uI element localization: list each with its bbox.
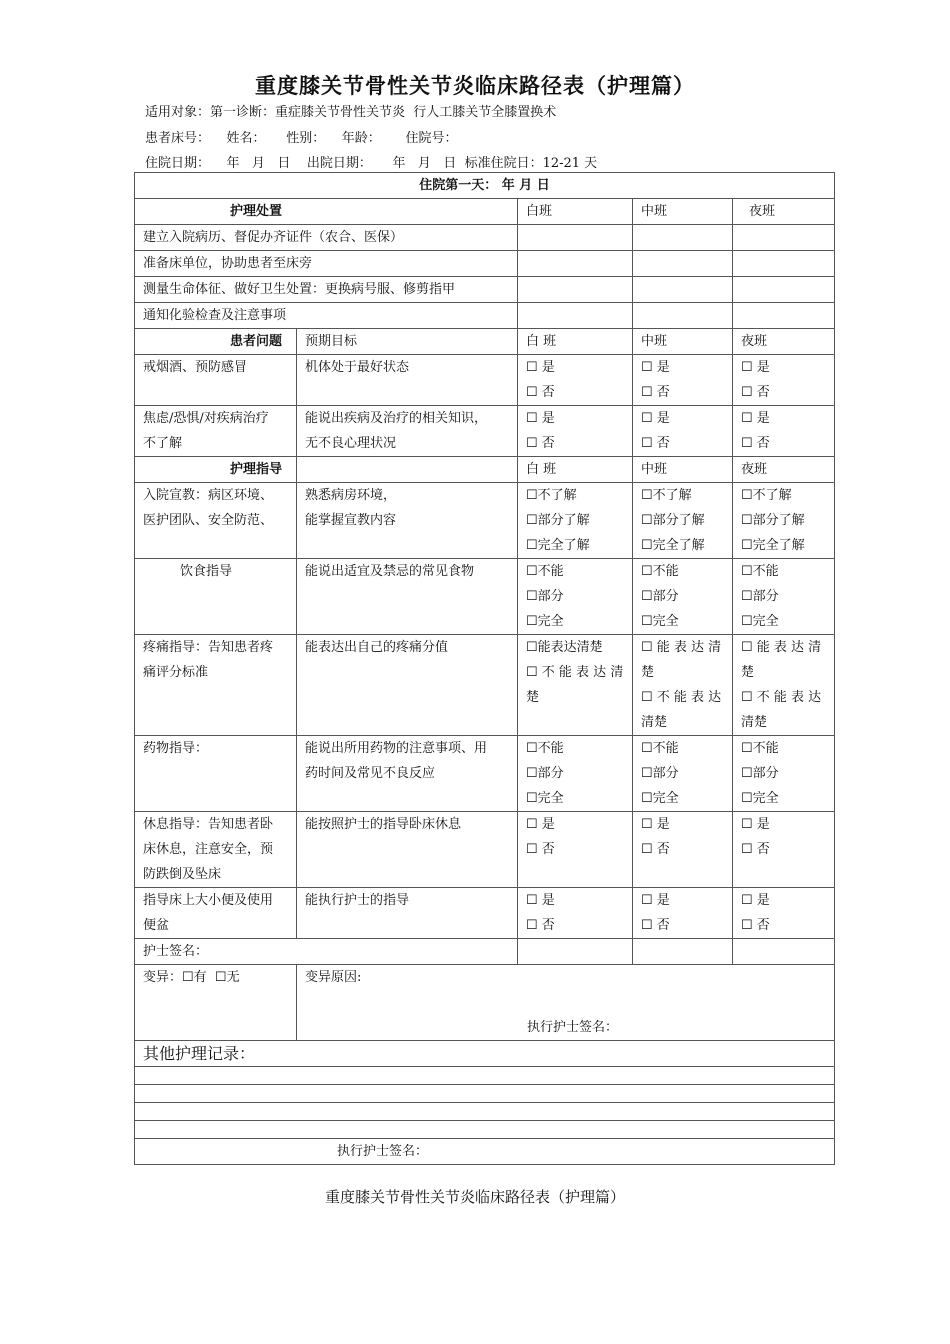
yes-checkbox[interactable]: ☐ 是 — [526, 817, 555, 832]
day-options[interactable] — [518, 559, 633, 635]
mid-options[interactable] — [633, 355, 733, 406]
mid-options[interactable] — [633, 635, 733, 736]
cannot-checkbox[interactable]: ☐不能 — [641, 564, 679, 579]
admission-dates-line: 住院日期： 年 月 日 出院日期： 年 月 日 标准住院日：12-21 天 — [145, 156, 598, 171]
goal-text: 能说出疾病及治疗的相关知识， — [305, 411, 488, 426]
cannot-express-checkbox[interactable]: ☐ 不 能 表 达 — [741, 690, 822, 705]
guidance-row-diet — [135, 559, 835, 635]
no-checkbox[interactable]: ☐ 否 — [741, 842, 770, 857]
night-options[interactable] — [733, 483, 835, 559]
night-options[interactable] — [733, 635, 835, 736]
cannot-checkbox[interactable]: ☐不能 — [641, 741, 679, 756]
partial-checkbox[interactable]: ☐部分 — [526, 589, 564, 604]
partly-understood-checkbox[interactable]: ☐部分了解 — [641, 513, 705, 528]
cannot-express-checkbox[interactable]: ☐ 不 能 表 达 清 — [526, 665, 624, 680]
goal-cell — [297, 483, 518, 559]
no-checkbox[interactable]: ☐ 否 — [741, 918, 770, 933]
page-footer: 重度膝关节骨性关节炎临床路径表（护理篇） — [324, 1188, 625, 1206]
variation-reason-label: 变异原因: — [305, 970, 362, 985]
day-options[interactable] — [518, 635, 633, 736]
partial-checkbox[interactable]: ☐部分 — [741, 766, 779, 781]
day-shift-cell[interactable] — [518, 303, 633, 329]
partly-understood-checkbox[interactable]: ☐部分了解 — [741, 513, 805, 528]
goal-cell — [297, 355, 518, 406]
shift-night-header: 夜班 — [733, 199, 835, 225]
care-actions-header: 护理处置 — [135, 199, 518, 225]
patient-info-line: 患者床号： 姓名： 性别： 年龄： 住院号： — [145, 131, 458, 146]
fully-understood-checkbox[interactable]: ☐完全了解 — [641, 538, 705, 553]
yes-checkbox[interactable]: ☐ 是 — [741, 893, 770, 908]
shift-mid-header: 中班 — [633, 199, 733, 225]
can-express-checkbox[interactable]: ☐ 能 表 达 清 — [641, 640, 722, 655]
option-text: 楚 — [641, 665, 655, 680]
mid-shift-cell[interactable] — [633, 277, 733, 303]
guidance-text: 医护团队、安全防范、 — [143, 513, 274, 528]
nurse-signature-row — [135, 939, 835, 965]
partial-checkbox[interactable]: ☐部分 — [641, 766, 679, 781]
mid-options[interactable] — [633, 736, 733, 812]
guidance-row-rest — [135, 812, 835, 888]
care-action-item: 建立入院病历、督促办齐证件（农合、医保） — [135, 225, 518, 251]
night-shift-cell[interactable] — [733, 277, 835, 303]
day-options[interactable] — [518, 483, 633, 559]
goal-text: 熟悉病房环境， — [305, 488, 397, 503]
cannot-checkbox[interactable]: ☐不能 — [741, 741, 779, 756]
option-text: 清楚 — [641, 715, 668, 730]
problem-cell — [135, 355, 297, 406]
goal-cell — [297, 635, 518, 736]
day-shift-cell[interactable] — [518, 225, 633, 251]
variation-cell[interactable] — [135, 965, 297, 1041]
care-action-row — [135, 225, 835, 251]
night-shift-cell[interactable] — [733, 225, 835, 251]
mid-options[interactable] — [633, 812, 733, 888]
cannot-checkbox[interactable]: ☐不能 — [526, 564, 564, 579]
guidance-text: 入院宣教：病区环境、 — [143, 488, 274, 503]
guidance-cell — [135, 483, 297, 559]
not-understood-checkbox[interactable]: ☐不了解 — [741, 488, 792, 503]
night-options[interactable] — [733, 736, 835, 812]
goal-text: 无不良心理状况 — [305, 436, 397, 451]
no-checkbox[interactable]: ☐ 否 — [641, 436, 670, 451]
day-options[interactable] — [518, 888, 633, 939]
record-line-cell[interactable] — [135, 1103, 835, 1121]
day-shift-cell[interactable] — [518, 277, 633, 303]
goal-text: 药时间及常见不良反应 — [305, 766, 436, 781]
yes-checkbox[interactable]: ☐ 是 — [526, 411, 555, 426]
goal-text: 能按照护士的指导卧床休息 — [305, 817, 462, 832]
care-action-item: 通知化验检查及注意事项 — [135, 303, 518, 329]
variation-checkboxes[interactable]: 变异：☐有 ☐无 — [143, 970, 240, 985]
night-options[interactable] — [733, 812, 835, 888]
night-signature-cell[interactable] — [733, 939, 835, 965]
goal-text: 能表达出自己的疼痛分值 — [305, 640, 449, 655]
mid-signature-cell[interactable] — [633, 939, 733, 965]
goal-text: 能执行护士的指导 — [305, 893, 410, 908]
record-signature-row — [135, 1139, 835, 1165]
goal-cell — [297, 559, 518, 635]
cannot-express-checkbox[interactable]: ☐ 不 能 表 达 — [641, 690, 722, 705]
night-shift-cell[interactable] — [733, 303, 835, 329]
problem-text: 戒烟酒、预防感冒 — [143, 360, 248, 375]
yes-checkbox[interactable]: ☐ 是 — [641, 817, 670, 832]
guidance-row-admission — [135, 483, 835, 559]
complete-checkbox[interactable]: ☐完全 — [741, 614, 779, 629]
shift-night-header: 夜班 — [733, 329, 835, 355]
goal-cell — [297, 406, 518, 457]
no-checkbox[interactable]: ☐ 否 — [641, 385, 670, 400]
record-line-cell[interactable] — [135, 1067, 835, 1085]
mid-options[interactable] — [633, 559, 733, 635]
shift-mid-header: 中班 — [633, 329, 733, 355]
bottom-signature-label: 执行护士签名： — [135, 1139, 835, 1165]
guidance-text: 指导床上大小便及使用 — [143, 893, 274, 908]
guidance-cell — [135, 736, 297, 812]
partial-checkbox[interactable]: ☐部分 — [526, 766, 564, 781]
shift-night-header: 夜班 — [733, 457, 835, 483]
guidance-row-toileting — [135, 888, 835, 939]
patient-problem-row — [135, 406, 835, 457]
care-action-item: 准备床单位，协助患者至床旁 — [135, 251, 518, 277]
record-line[interactable] — [135, 1067, 835, 1085]
yes-checkbox[interactable]: ☐ 是 — [741, 360, 770, 375]
other-records-header-row — [135, 1041, 835, 1067]
shift-day-header: 白 班 — [518, 329, 633, 355]
patient-problem-header-row — [135, 329, 835, 355]
guidance-text: 便盆 — [143, 918, 170, 933]
no-checkbox[interactable]: ☐ 否 — [741, 436, 770, 451]
guidance-text: 疼痛指导：告知患者疼 — [143, 640, 274, 655]
mid-shift-cell[interactable] — [633, 225, 733, 251]
guidance-text: 药物指导： — [143, 741, 209, 756]
goal-cell — [297, 888, 518, 939]
cannot-checkbox[interactable]: ☐不能 — [526, 741, 564, 756]
partial-checkbox[interactable]: ☐部分 — [741, 589, 779, 604]
care-action-row — [135, 277, 835, 303]
night-options[interactable] — [733, 406, 835, 457]
record-line[interactable] — [135, 1103, 835, 1121]
fully-understood-checkbox[interactable]: ☐完全了解 — [741, 538, 805, 553]
expected-goal-header: 预期目标 — [297, 329, 518, 355]
care-actions-header-row — [135, 199, 835, 225]
goal-text: 能说出所用药物的注意事项、用 — [305, 741, 488, 756]
guidance-cell — [135, 635, 297, 736]
applicable-subjects: 适用对象：第一诊断：重症膝关节骨性关节炎 行人工膝关节全膝置换术 — [145, 105, 557, 120]
yes-checkbox[interactable]: ☐ 是 — [641, 411, 670, 426]
guidance-text: 饮食指导 — [180, 564, 233, 579]
shift-mid-header: 中班 — [633, 457, 733, 483]
mid-options[interactable] — [633, 483, 733, 559]
yes-checkbox[interactable]: ☐ 是 — [526, 360, 555, 375]
can-express-checkbox[interactable]: ☐能表达清楚 — [526, 640, 603, 655]
day-title: 住院第一天： 年 月 日 — [135, 173, 835, 199]
record-line[interactable] — [135, 1121, 835, 1139]
day-shift-cell[interactable] — [518, 251, 633, 277]
nurse-signature-label: 护士签名： — [135, 939, 518, 965]
care-action-row — [135, 251, 835, 277]
guidance-cell — [135, 559, 297, 635]
yes-checkbox[interactable]: ☐ 是 — [641, 893, 670, 908]
patient-problem-header: 患者问题 — [135, 329, 297, 355]
fully-understood-checkbox[interactable]: ☐完全了解 — [526, 538, 590, 553]
night-options[interactable] — [733, 355, 835, 406]
guidance-text: 休息指导：告知患者卧 — [143, 817, 274, 832]
not-understood-checkbox[interactable]: ☐不了解 — [526, 488, 577, 503]
option-text: 楚 — [741, 665, 755, 680]
option-text: 清楚 — [741, 715, 768, 730]
yes-checkbox[interactable]: ☐ 是 — [526, 893, 555, 908]
care-action-item: 测量生命体征、做好卫生处置：更换病号服、修剪指甲 — [135, 277, 518, 303]
day-options[interactable] — [518, 736, 633, 812]
day-options[interactable] — [518, 406, 633, 457]
empty-cell — [297, 457, 518, 483]
complete-checkbox[interactable]: ☐完全 — [641, 791, 679, 806]
shift-day-header: 白 班 — [518, 457, 633, 483]
partial-checkbox[interactable]: ☐部分 — [641, 589, 679, 604]
goal-text: 机体处于最好状态 — [305, 360, 410, 375]
variation-row — [135, 965, 835, 1041]
guidance-cell — [135, 812, 297, 888]
guidance-row-pain — [135, 635, 835, 736]
other-records-label: 其他护理记录： — [135, 1041, 835, 1067]
clinical-path-table — [134, 172, 835, 1165]
guidance-text: 防跌倒及坠床 — [143, 867, 222, 882]
complete-checkbox[interactable]: ☐完全 — [641, 614, 679, 629]
no-checkbox[interactable]: ☐ 否 — [741, 385, 770, 400]
no-checkbox[interactable]: ☐ 否 — [526, 842, 555, 857]
mid-options[interactable] — [633, 888, 733, 939]
record-line-cell[interactable] — [135, 1121, 835, 1139]
shift-day-header: 白班 — [518, 199, 633, 225]
variation-reason-cell[interactable] — [297, 965, 835, 1041]
goal-cell — [297, 812, 518, 888]
no-checkbox[interactable]: ☐ 否 — [526, 918, 555, 933]
goal-cell — [297, 736, 518, 812]
patient-problem-row — [135, 355, 835, 406]
complete-checkbox[interactable]: ☐完全 — [526, 614, 564, 629]
no-checkbox[interactable]: ☐ 否 — [526, 385, 555, 400]
day-title-row — [135, 173, 835, 199]
not-understood-checkbox[interactable]: ☐不了解 — [641, 488, 692, 503]
option-text: 楚 — [526, 690, 540, 705]
care-action-row — [135, 303, 835, 329]
day-signature-cell[interactable] — [518, 939, 633, 965]
cannot-checkbox[interactable]: ☐不能 — [741, 564, 779, 579]
mid-shift-cell[interactable] — [633, 303, 733, 329]
executing-nurse-signature-label: 执行护士签名： — [527, 1020, 619, 1035]
goal-text: 能说出适宜及禁忌的常见食物 — [305, 564, 475, 579]
yes-checkbox[interactable]: ☐ 是 — [741, 817, 770, 832]
problem-text: 焦虑/恐惧/对疾病治疗 — [143, 411, 269, 426]
complete-checkbox[interactable]: ☐完全 — [741, 791, 779, 806]
mid-options[interactable] — [633, 406, 733, 457]
day-options[interactable] — [518, 812, 633, 888]
night-options[interactable] — [733, 888, 835, 939]
no-checkbox[interactable]: ☐ 否 — [641, 842, 670, 857]
yes-checkbox[interactable]: ☐ 是 — [741, 411, 770, 426]
goal-text: 能掌握宣教内容 — [305, 513, 397, 528]
guidance-text: 痛评分标准 — [143, 665, 209, 680]
guidance-cell — [135, 888, 297, 939]
problem-text: 不了解 — [143, 436, 183, 451]
partly-understood-checkbox[interactable]: ☐部分了解 — [526, 513, 590, 528]
night-shift-cell[interactable] — [733, 251, 835, 277]
yes-checkbox[interactable]: ☐ 是 — [641, 360, 670, 375]
mid-shift-cell[interactable] — [633, 251, 733, 277]
care-guidance-header-row — [135, 457, 835, 483]
complete-checkbox[interactable]: ☐完全 — [526, 791, 564, 806]
day-options[interactable] — [518, 355, 633, 406]
no-checkbox[interactable]: ☐ 否 — [526, 436, 555, 451]
night-options[interactable] — [733, 559, 835, 635]
guidance-row-medication — [135, 736, 835, 812]
no-checkbox[interactable]: ☐ 否 — [641, 918, 670, 933]
can-express-checkbox[interactable]: ☐ 能 表 达 清 — [741, 640, 822, 655]
care-guidance-header: 护理指导 — [135, 457, 297, 483]
record-line[interactable] — [135, 1085, 835, 1103]
problem-cell — [135, 406, 297, 457]
guidance-text: 床休息，注意安全，预 — [143, 842, 274, 857]
record-line-cell[interactable] — [135, 1085, 835, 1103]
document-title: 重度膝关节骨性关节炎临床路径表（护理篇） — [255, 74, 695, 98]
